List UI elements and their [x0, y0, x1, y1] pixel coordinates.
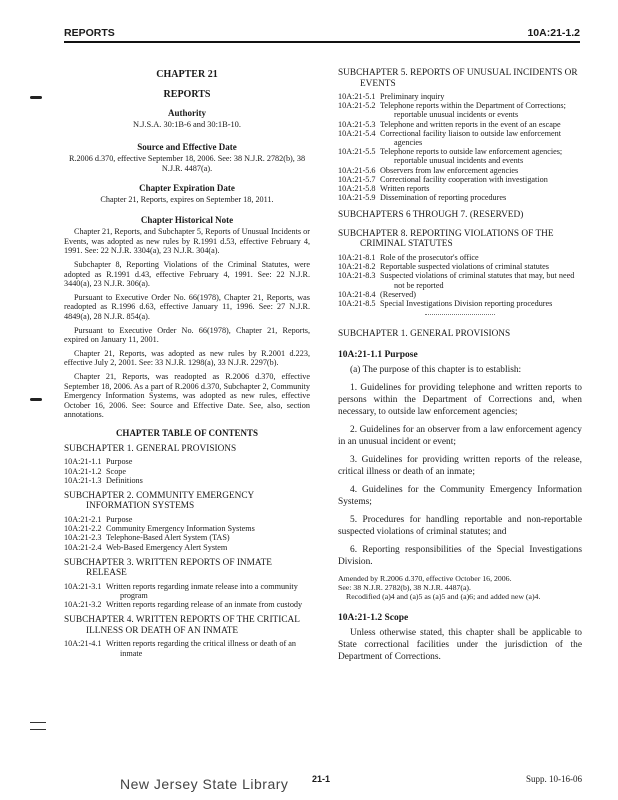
toc-item[interactable] [338, 193, 582, 202]
toc-title: Suspected violations of criminal statutes that may, but need not be reported [380, 271, 575, 290]
toc-number: 10A:21-8.2 [338, 262, 376, 272]
margin-mark [30, 722, 46, 730]
purpose-intro: (a) The purpose of this chapter is to establish: [350, 364, 522, 375]
toc-item[interactable] [64, 467, 310, 476]
subchapter-heading [64, 558, 310, 579]
source-heading: Source and Effective Date [137, 142, 237, 152]
amendment-note: See: 38 N.J.R. 2782(b), 38 N.J.R. 4487(a). [338, 582, 471, 592]
toc-title: Telephone reports within the Department of Corrections; reportable unusual incidents or events [380, 101, 566, 120]
toc-number: 10A:21-2.4 [64, 542, 102, 552]
toc-number: 10A:21-8.5 [338, 298, 376, 308]
toc-number: 10A:21-2.1 [64, 514, 102, 524]
toc-item[interactable] [338, 166, 582, 175]
subchapter-heading-cont: CRIMINAL STATUTES [360, 239, 453, 250]
toc-title: Written reports [380, 184, 430, 194]
toc-title: Web-Based Emergency Alert System [106, 542, 228, 552]
toc-title: Written reports regarding the critical illness or death of an inmate [106, 639, 296, 658]
toc-item[interactable] [338, 253, 582, 262]
subchapter-heading-line: SUBCHAPTER 4. WRITTEN REPORTS OF THE CRITICAL [64, 615, 300, 626]
subchapter-heading [64, 615, 310, 636]
toc-item[interactable] [338, 184, 582, 193]
supplement-date: Supp. 10-16-06 [526, 774, 582, 784]
toc-item[interactable] [338, 147, 582, 165]
subchapter-heading: SUBCHAPTERS 6 THROUGH 7. (RESERVED) [338, 210, 524, 221]
history-paragraph: Chapter 21, Reports, was adopted as new rules by R.2001 d.223, effective July 2, 2001. See: 33 N.J.R. 1298(a), 33 N.J.R. 2297(b). [64, 348, 310, 368]
toc-heading: CHAPTER TABLE OF CONTENTS [115, 427, 259, 438]
subchapter-heading-line: SUBCHAPTER 2. COMMUNITY EMERGENCY [64, 490, 255, 501]
toc-item[interactable] [338, 262, 582, 271]
toc-number: 10A:21-5.5 [338, 147, 376, 157]
toc-number: 10A:21-8.4 [338, 289, 376, 299]
scope-text: Unless otherwise stated, this chapter shall be applicable to State correctional facilities under the jurisdiction of the Department of Corrections. [338, 627, 582, 662]
toc-item[interactable] [64, 543, 310, 552]
toc-number: 10A:21-8.3 [338, 271, 376, 281]
toc-item[interactable] [64, 582, 310, 600]
toc-title: Preliminary inquiry [380, 92, 445, 101]
history-paragraph: Pursuant to Executive Order No. 66(1978), Chapter 21, Reports, expired on January 11, 2001. [64, 325, 310, 345]
toc-title: Correctional facility liaison to outside law enforcement agencies [380, 128, 561, 148]
subchapter-heading [64, 491, 310, 512]
toc-number: 10A:21-1.2 [64, 466, 102, 476]
authority-heading: Authority [168, 108, 206, 118]
toc-item[interactable] [338, 175, 582, 184]
toc-item[interactable] [338, 290, 582, 299]
toc-title: Dissemination of reporting procedures [380, 193, 507, 203]
toc-title: Correctional facility cooperation with investigation [380, 174, 548, 184]
toc-number: 10A:21-5.3 [338, 119, 376, 129]
toc-number: 10A:21-5.1 [338, 92, 376, 101]
subchapter-heading [338, 229, 582, 250]
purpose-item: 2. Guidelines for an observer from a law enforcement agency in an unusual incident or event; [338, 424, 582, 447]
header-left: REPORTS [64, 27, 115, 39]
toc-number: 10A:21-1.1 [64, 457, 102, 467]
left-column [64, 70, 310, 658]
amendment-note: Amended by R.2006 d.370, effective October 16, 2006. [338, 573, 512, 583]
toc-number: 10A:21-5.6 [338, 165, 376, 175]
page-number: 21-1 [312, 774, 331, 784]
toc-item[interactable] [64, 524, 310, 533]
toc-item[interactable] [64, 639, 310, 657]
toc-number: 10A:21-5.4 [338, 128, 376, 138]
toc-item[interactable] [64, 457, 310, 466]
toc-title: Purpose [106, 514, 133, 524]
right-column [338, 68, 582, 669]
history-heading: Chapter Historical Note [140, 215, 234, 226]
toc-title: Telephone and written reports in the event of an escape [380, 119, 561, 129]
source-text: R.2006 d.370, effective September 18, 2006. See: 38 N.J.R. 2782(b), 38 N.J.R. 4487(a). [68, 154, 306, 173]
toc-title: Definitions [106, 475, 143, 485]
subchapter-heading-line: SUBCHAPTER 5. REPORTS OF UNUSUAL INCIDENTS OR [338, 68, 578, 78]
history-paragraph: Pursuant to Executive Order No. 66(1978), Chapter 21, Reports, was readopted as R.1996 d.63, effective January 11, 1996. See: 27 N.J.R. 4849(a), 28 N.J.R. 854(a). [64, 292, 310, 321]
purpose-item: 6. Reporting responsibilities of the Special Investigations Division. [338, 544, 582, 567]
toc-title: Scope [106, 466, 127, 476]
toc-number: 10A:21-5.9 [338, 193, 376, 203]
toc-number: 10A:21-5.7 [338, 174, 376, 184]
toc-title: Reportable suspected violations of criminal statutes [380, 262, 549, 272]
toc-title: Telephone-Based Alert System (TAS) [106, 533, 230, 543]
toc-item[interactable] [338, 299, 582, 308]
toc-title: Telephone reports to outside law enforcement agencies; reportable unusual incidents and events [380, 147, 563, 166]
toc-item[interactable] [338, 271, 582, 289]
subchapter-heading-cont: INFORMATION SYSTEMS [86, 501, 195, 512]
purpose-item: 4. Guidelines for the Community Emergency Information Systems; [338, 484, 582, 507]
purpose-item: 5. Procedures for handling reportable and non-reportable suspected violations of criminal statutes; and [338, 514, 582, 537]
subchapter-heading-line: SUBCHAPTER 3. WRITTEN REPORTS OF INMATE [64, 557, 272, 568]
toc-number: 10A:21-3.2 [64, 600, 102, 610]
toc-number: 10A:21-2.3 [64, 533, 102, 543]
toc-number: 10A:21-5.8 [338, 184, 376, 194]
toc-item[interactable] [64, 533, 310, 542]
expiration-heading: Chapter Expiration Date [139, 183, 235, 194]
amendment-note: Recodified (a)4 and (a)5 as (a)5 and (a)6; and added new (a)4. [346, 591, 541, 601]
toc-title: Purpose [106, 457, 133, 467]
toc-title: Role of the prosecutor's office [380, 252, 479, 262]
chapter-number: CHAPTER 21 [156, 69, 218, 80]
subchapter-heading-cont: ILLNESS OR DEATH OF AN INMATE [86, 625, 239, 636]
subchapter-heading-cont: EVENTS [360, 78, 396, 89]
section-heading-scope: 10A:21-1.2 Scope [338, 612, 409, 623]
toc-title: Community Emergency Information Systems [106, 524, 255, 534]
toc-number: 10A:21-5.2 [338, 101, 376, 111]
authority-text: N.J.S.A. 30:1B-6 and 30:1B-10. [133, 120, 241, 129]
toc-item[interactable] [338, 129, 582, 147]
subchapter-heading-cont: RELEASE [86, 568, 127, 579]
subchapter-heading [338, 68, 582, 89]
section-separator [425, 314, 495, 315]
toc-number: 10A:21-8.1 [338, 252, 376, 262]
history-paragraph: Subchapter 8, Reporting Violations of the Criminal Statutes, were adopted as R.1991 d.43, effective February 4, 1991. See: 22 N.J.R. 3440(a), 23 N.J.R. 306(a). [64, 259, 310, 289]
margin-mark [30, 96, 42, 99]
section-heading-purpose: 10A:21-1.1 Purpose [338, 349, 418, 360]
subchapter-heading-line: SUBCHAPTER 8. REPORTING VIOLATIONS OF THE [338, 228, 554, 239]
header-right: 10A:21-1.2 [527, 27, 580, 39]
toc-number: 10A:21-4.1 [64, 639, 102, 649]
purpose-item: 1. Guidelines for providing telephone and written reports to persons within the Department of Corrections and, when necessary, to outside law enforcement agencies; [338, 382, 582, 417]
purpose-item: 3. Guidelines for providing written reports of the release, critical illness or death of an inmate; [338, 454, 582, 477]
toc-number: 10A:21-3.1 [64, 581, 102, 591]
toc-item[interactable] [338, 101, 582, 119]
toc-title: Special Investigations Division reporting procedures [380, 298, 553, 308]
header-rule [64, 41, 580, 43]
history-paragraph: Chapter 21, Reports, was readopted as R.2006 d.370, effective September 18, 2006. As a part of R.2006 d.370, Subchapter 2, Community Emergency Information Systems, was adopted as new rules, effective October 16, 2006. See: Source and Effective Date. See, also, section annotations. [64, 371, 310, 420]
toc-title: Observers from law enforcement agencies [380, 165, 519, 175]
toc-title: Written reports regarding release of an inmate from custody [106, 600, 303, 610]
margin-mark [30, 398, 42, 401]
toc-item[interactable] [64, 476, 310, 485]
toc-title: (Reserved) [380, 289, 416, 299]
history-paragraph: Chapter 21, Reports, and Subchapter 5, Reports of Unusual Incidents or Events, was adopted as new rules by R.1991 d.53, effective February 4, 1991. See: 22 N.J.R. 3304(a), 23 N.J.R. 304(a). [64, 227, 310, 256]
toc-item[interactable] [338, 120, 582, 129]
toc-item[interactable] [64, 600, 310, 609]
toc-number: 10A:21-1.3 [64, 475, 102, 485]
subchapter-heading: SUBCHAPTER 1. GENERAL PROVISIONS [64, 443, 237, 454]
toc-item[interactable] [338, 92, 582, 101]
subchapter-heading: SUBCHAPTER 1. GENERAL PROVISIONS [338, 329, 511, 340]
toc-title: Written reports regarding inmate release into a community program [106, 581, 298, 600]
expiration-text: Chapter 21, Reports, expires on September 18, 2011. [100, 195, 274, 205]
toc-item[interactable] [64, 515, 310, 524]
toc-number: 10A:21-2.2 [64, 524, 102, 534]
library-watermark: New Jersey State Library [120, 776, 289, 792]
chapter-title: REPORTS [163, 89, 211, 100]
